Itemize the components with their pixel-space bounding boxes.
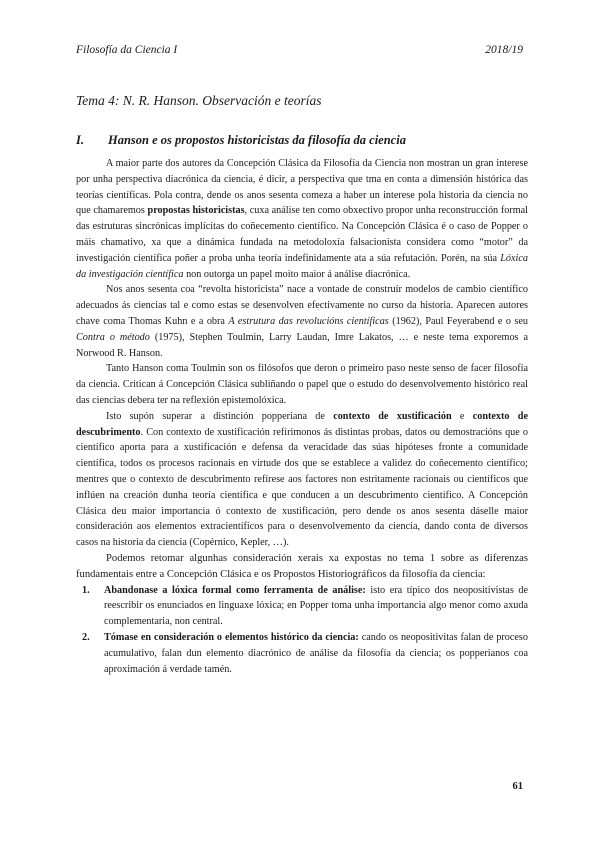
text-run: A maior parte dos autores da Concepción Clásica da Filosofía da Ciencia non mostran un gran interese por unha perspectiva diacrónica da ciencia, é dicir, a perspectiva que tma en conta a dimensión histórica das teorías científicas. Pola contra, dende os anos sesenta comeza a haber un interese pola historia da ciencia no que chamaremos [76,158,528,217]
paragraph-5: Podemos retomar algunhas consideración xerais xa expostas no tema 1 sobre as diferenzas fundamentais entre a Concepción Clásica e os Propostos Historiográficos da filosofía da ciencia: [76,552,528,580]
page-number: 61 [512,781,523,792]
list-item [76,583,528,630]
paragraph-2 [76,282,528,361]
list-number: 2. [82,631,90,643]
text-run: . Con contexto de xustificación refírimonos ás distintas probas, datos ou demostracións que o científico aporta para a xustificación e defensa da veracidade das súas hipóteses fronte a comunidade científica, todos os procesos racionais en virtude dos que se establece a validez do coñecemento científico; mentres que o contexto de descubrimento refírese aos factores non estritamente racionais ou científicos que inflúen na creación dunha teoría científica e que conducen a un descubrimento científico. A Concepción Clásica deu maior importancia ó contexto de xustificación, pero dende os anos sesenta dáselle maior consideración aos elementos extracientíficos para o desenvolvemento da ciencia, dando conta de diversos casos na historia da ciencia (Copérnico, Kepler, …). [76,426,528,549]
running-header-course: Filosofía da Ciencia I [76,44,178,56]
bold-term: propostas historicistas [147,205,245,217]
list-item-heading: Abandonase a lóxica formal como ferramenta de análise: [104,584,366,596]
section-number: I. [76,133,84,147]
section-heading [76,133,406,148]
running-header-year: 2018/19 [485,44,523,56]
bold-term: contexto de descubrimento [76,410,528,438]
chapter-title: Tema 4: N. R. Hanson. Observación e teorías [76,93,322,108]
text-run: (1962), Paul Feyerabend e o seu [388,315,528,327]
text-run: Isto supón superar a distinción popperiana de [106,410,334,422]
list-item-text: isto era típico dos neopositivistas de reescribir os enunciados en linguaxe lóxica; en Popper toma unha importancia algo menor como axuda complementaria, non central. [104,584,528,628]
section-title: Hanson e os propostos historicistas da filosofía da ciencia [108,133,406,147]
list-item [76,630,528,677]
book-title: Lóxica da investigación científica [76,252,528,280]
body-text [76,156,528,677]
text-run: e [451,410,473,422]
bold-term: contexto de xustificación [333,410,452,422]
list-number: 1. [82,584,90,596]
paragraph-4 [76,409,528,551]
text-run: Nos anos sesenta coa “revolta historicista” nace a vontade de construír modelos de cambio científico adecuados ás ciencias tal e como estas se desenvolven efectivamente no curso da historia. Aparecen autores chave coma Thomas Kuhn e a obra [76,284,528,327]
numbered-list [76,583,528,678]
book-title: Contra o método [76,331,150,343]
text-run: , cuxa análise ten como obxectivo propor unha reconstrucción formal das estruturas sincrónicas implícitas do coñecemento científico. Na Concepción Clásica é o caso de Popper o máis chamativo, xa que a dinámica fundada na metodoloxía falsacionista considera como “motor” da investigación científica poñer a proba unha teoría indefinidamente ata a súa refutación. Porén, na súa [76,205,528,264]
text-run: non outorga un papel moito maior á análise diacrónica. [183,268,411,280]
text-run: (1975), Stephen Toulmin, Larry Laudan, Imre Lakatos, … e neste tema exporemos a Norwood R. Hanson. [76,331,528,359]
paragraph-1 [76,156,528,282]
book-title: A estrutura das revolucións científicas [228,315,389,327]
list-item-heading: Tómase en consideración o elementos histórico da ciencia: [104,631,359,643]
paragraph-3: Tanto Hanson coma Toulmin son os filósofos que deron o primeiro paso neste senso de facer filosofía da ciencia. Critican á Concepción Clásica subliñando o papel que o estudo do desenvolvemento histórico real das ciencias debera ter na reflexión epistemolóxica. [76,363,528,406]
list-item-text: cando os neopositivitas falan de proceso acumulativo, falan dun elemento diacrónico de análise da filosofía da ciencia; os popperianos coa aproximación á verdade tamén. [104,631,528,675]
